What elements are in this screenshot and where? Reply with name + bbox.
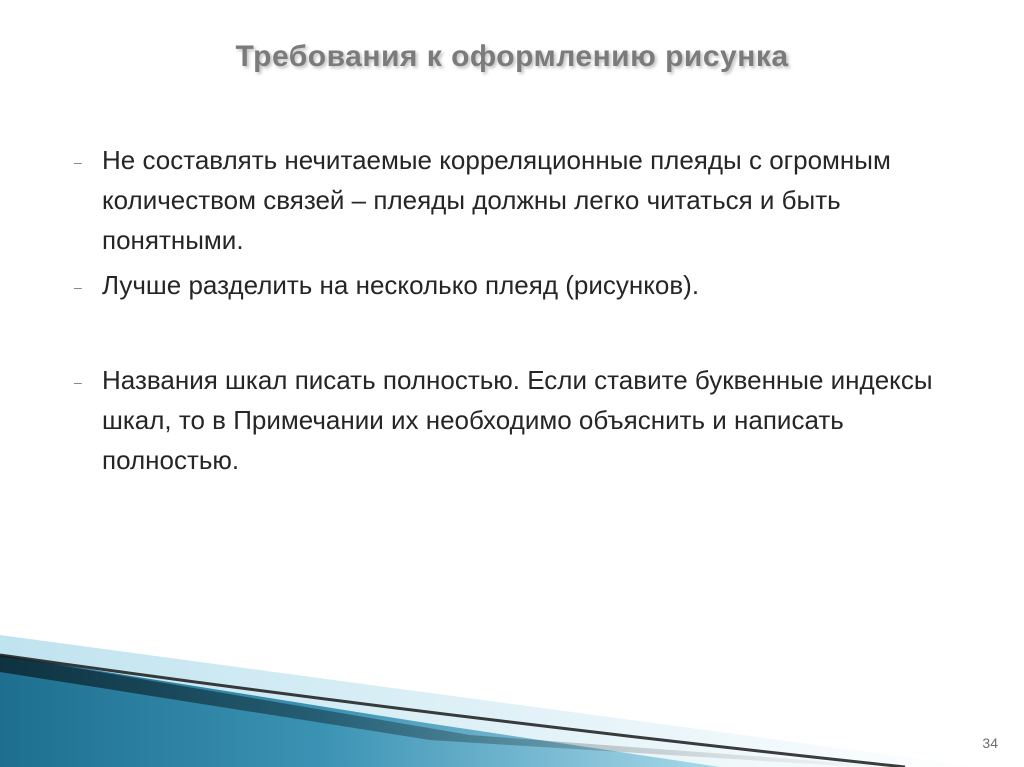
bullet-dash-icon: –	[74, 374, 82, 390]
bullet-text: Названия шкал писать полностью. Если ставите буквенные индексы шкал, то в Примечании их необходимо объяснить и написать полностью.	[102, 365, 933, 475]
swoosh-shadow	[0, 655, 900, 767]
bullet-dash-icon: –	[74, 154, 82, 170]
bullet-item	[62, 360, 942, 480]
swoosh-teal-band	[0, 655, 720, 767]
bullet-text: Не составлять нечитаемые корреляционные плеяды с огромным количеством связей – плеяды должны легко читаться и быть понятными.	[102, 145, 891, 255]
swoosh-light-band	[0, 635, 980, 767]
swoosh-line	[0, 655, 905, 767]
bullet-item	[62, 140, 942, 260]
bullet-text: Лучше разделить на несколько плеяд (рисунков).	[102, 270, 700, 300]
bullet-dash-icon: –	[74, 279, 82, 295]
slide-title: Требования к оформлению рисунка	[235, 40, 789, 73]
page-number: 34	[982, 735, 998, 751]
bullet-item	[62, 265, 942, 305]
